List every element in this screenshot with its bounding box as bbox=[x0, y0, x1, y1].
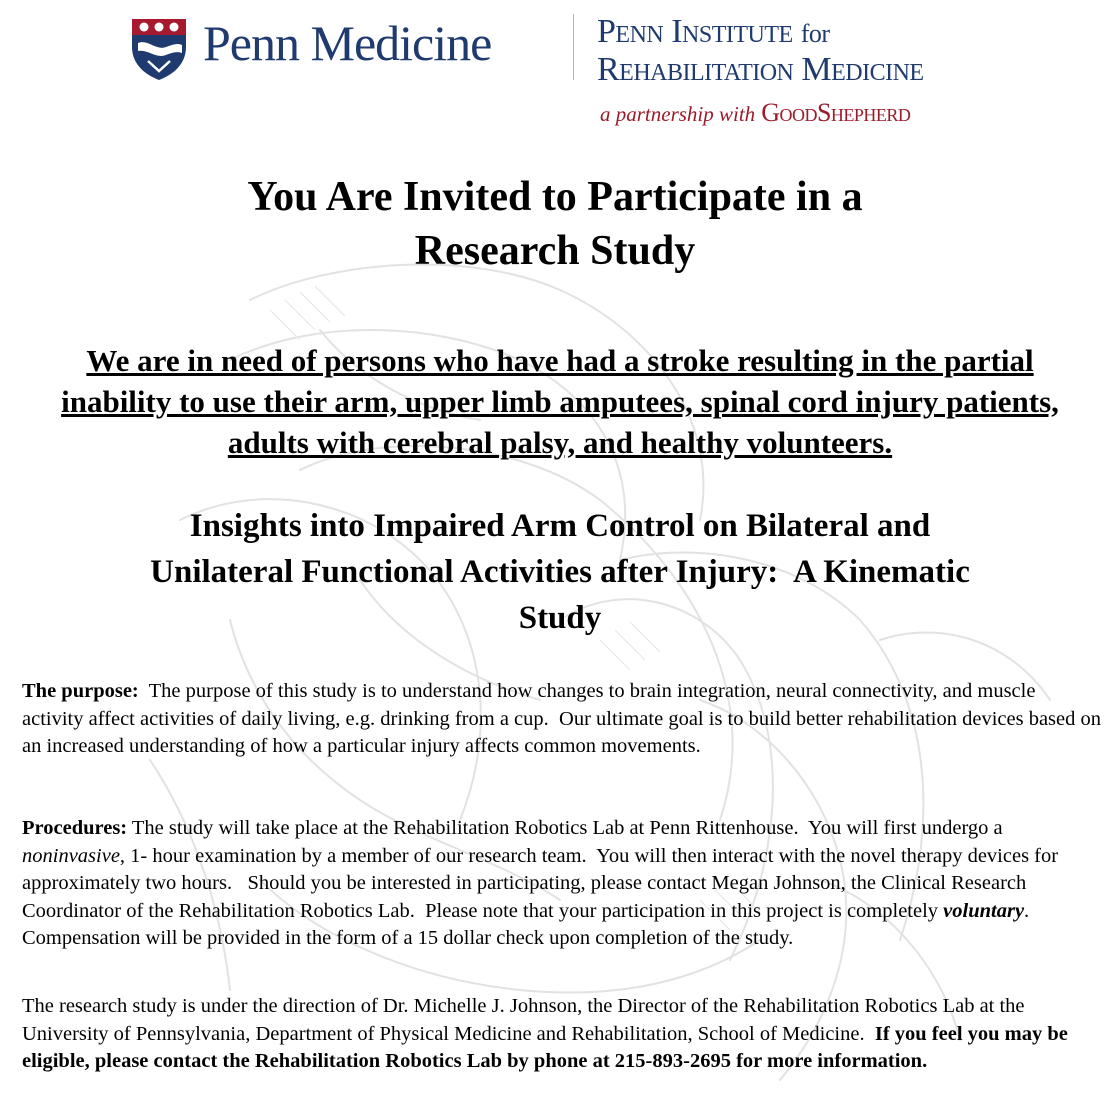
title-line1: You Are Invited to Participate in a bbox=[247, 174, 863, 220]
procedures-label: Procedures: bbox=[22, 817, 128, 839]
need-statement: We are in need of persons who have had a stroke resulting in the partial inability to use their arm, upper limb amputees, spinal cord injury patients, adults with cerebral palsy, and healthy volunteers. bbox=[61, 343, 1059, 460]
institute-line1: Penn Institute bbox=[597, 13, 793, 50]
procedures-text1: The study will take place at the Rehabilitation Robotics Lab at Penn Rittenhouse. You will first undergo a bbox=[127, 817, 1003, 839]
institute-for: for bbox=[800, 19, 830, 48]
voluntary-emphasis: voluntary bbox=[943, 899, 1025, 922]
institute-name bbox=[597, 14, 924, 88]
direction-text: The research study is under the direction of Dr. Michelle J. Johnson, the Director of the Rehabilitation Robotics Lab at the University of Pennsylvania, Department of Physical Medicine and Rehabilitation, School of Medicine. bbox=[22, 995, 1025, 1045]
title-line2: Research Study bbox=[414, 228, 696, 274]
partnership-line bbox=[600, 98, 910, 128]
direction-paragraph bbox=[22, 993, 1102, 1076]
noninvasive-emphasis: noninvasive bbox=[22, 844, 120, 867]
penn-medicine-logo-text: Penn Medicine bbox=[203, 15, 492, 71]
procedures-paragraph bbox=[22, 815, 1102, 953]
study-title-line1: Insights into Impaired Arm Control on Bilateral and bbox=[189, 508, 931, 544]
purpose-text: The purpose of this study is to understand how changes to brain integration, neural connectivity, and muscle activity affect activities of daily living, e.g. drinking from a cup. Our ultimate goal is to build better rehabilitation devices based on an increased understanding of how a particular injury affects common movements. bbox=[22, 680, 1101, 757]
partnership-text: a partnership with bbox=[600, 102, 756, 126]
procedures-text2: , 1- hour examination by a member of our research team. You will then interact with the novel therapy devices for approximately two hours. Should you be interested in participating, please contact Megan Johnson, the Clinical Research Coordinator of the Rehabilitation Robotics Lab. Please note that your participation in this project is completely bbox=[22, 844, 1059, 922]
logo-divider bbox=[573, 14, 574, 80]
study-title bbox=[40, 503, 1080, 641]
purpose-label: The purpose: bbox=[22, 680, 139, 702]
study-title-line3: Study bbox=[518, 600, 602, 636]
penn-shield-icon bbox=[130, 17, 188, 81]
good-shepherd-logo-text: GoodShepherd bbox=[761, 98, 911, 127]
purpose-paragraph bbox=[22, 678, 1102, 761]
letterhead bbox=[0, 0, 1110, 140]
study-title-line2: Unilateral Functional Activities after Injury: A Kinematic bbox=[150, 554, 970, 590]
page-title bbox=[0, 170, 1110, 278]
procedures-text3: . Compensation will be provided in the form of a 15 dollar check upon completion of the study. bbox=[22, 899, 1035, 949]
institute-line2: Rehabilitation Medicine bbox=[597, 51, 924, 88]
contact-statement: If you feel you may be eligible, please contact the Rehabilitation Robotics Lab by phone at 215-893-2695 for more information. bbox=[22, 1022, 1068, 1072]
